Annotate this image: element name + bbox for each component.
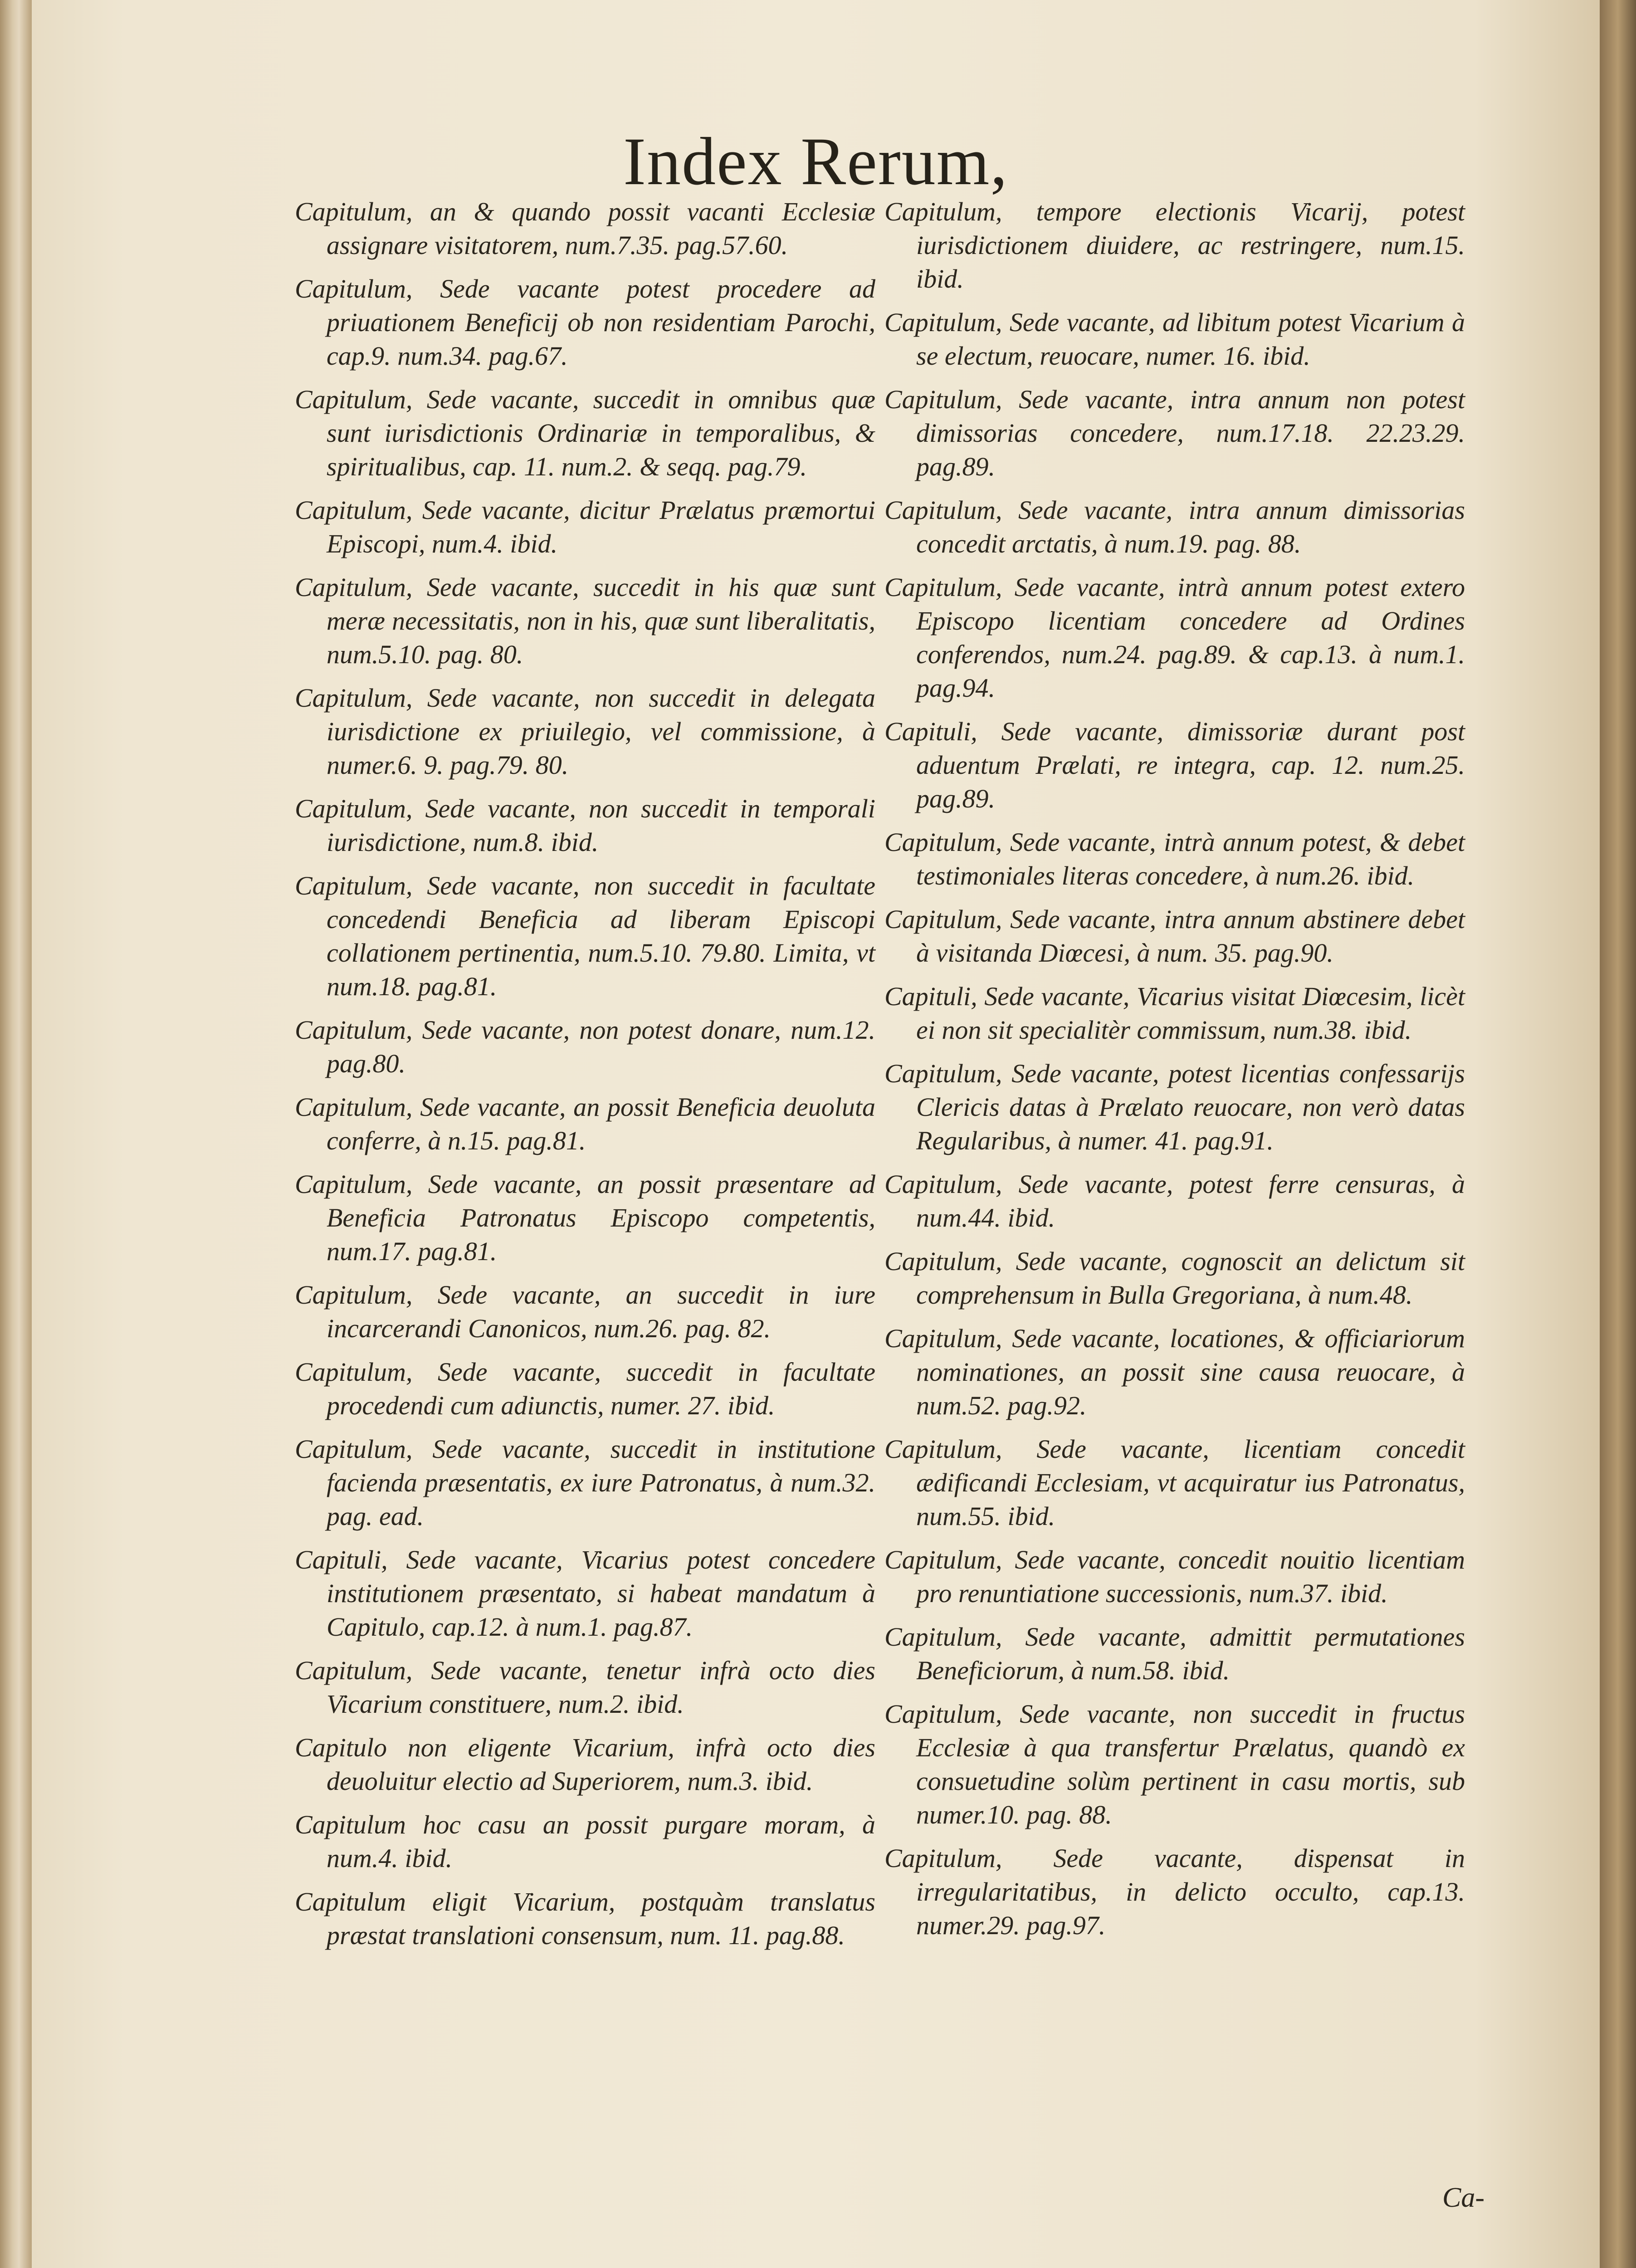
index-entry: Capitulum, Sede vacante, intrà annum potest, & debet testimoniales literas concedere, à num.26. ibid. — [884, 827, 1465, 890]
index-entry: Capitulum, Sede vacante, non succedit in fructus Ecclesiæ à qua transfertur Prælatus, quandò ex consuetudine solùm pertinent in casu mortis, sub numer.10. pag. 88. — [884, 1699, 1465, 1829]
right-page-edge — [1600, 0, 1636, 2268]
index-entry: Capitulum, Sede vacante, dispensat in irregularitatibus, in delicto occulto, cap.13. numer.29. pag.97. — [884, 1843, 1465, 1940]
left-index-column — [295, 195, 875, 1962]
index-entry: Capitulum, Sede vacante, succedit in institutione facienda præsentatis, ex iure Patronatus, à num.32. pag. ead. — [295, 1434, 875, 1531]
index-entry: Capitulum, Sede vacante, intra annum non potest dimissorias concedere, num.17.18. 22.23.29. pag.89. — [884, 385, 1465, 481]
index-entry: Capitulum, Sede vacante, licentiam concedit ædificandi Ecclesiam, vt acquiratur ius Patronatus, num.55. ibid. — [884, 1434, 1465, 1531]
index-entry: Capitulum, Sede vacante, cognoscit an delictum sit comprehensum in Bulla Gregoriana, à num.48. — [884, 1246, 1465, 1310]
book-page — [32, 0, 1600, 2268]
index-entry: Capitulum, Sede vacante, an succedit in iure incarcerandi Canonicos, num.26. pag. 82. — [295, 1280, 875, 1343]
index-entry: Capitulum, Sede vacante, intrà annum potest extero Episcopo licentiam concedere ad Ordines conferendos, num.24. pag.89. & cap.13. à num.1. pag.94. — [884, 572, 1465, 703]
index-entry: Capitulum, Sede vacante, intra annum abstinere debet à visitanda Diœcesi, à num. 35. pag.90. — [884, 904, 1465, 968]
index-entry: Capitulum, Sede vacante potest procedere ad priuationem Beneficij ob non residentiam Parochi, cap.9. num.34. pag.67. — [295, 274, 875, 371]
index-entry: Capitulum, Sede vacante, potest ferre censuras, à num.44. ibid. — [884, 1169, 1465, 1232]
index-entry: Capitulum, an & quando possit vacanti Ecclesiæ assignare visitatorem, num.7.35. pag.57.60. — [295, 197, 875, 260]
index-entry: Capituli, Sede vacante, Vicarius visitat Diœcesim, licèt ei non sit specialitèr commissum, num.38. ibid. — [884, 982, 1465, 1045]
index-entry: Capitulum, Sede vacante, an possit Beneficia deuoluta conferre, à n.15. pag.81. — [295, 1092, 875, 1155]
index-entry: Capitulum, Sede vacante, ad libitum potest Vicarium à se electum, reuocare, numer. 16. ibid. — [884, 308, 1465, 371]
catchword: Ca- — [1442, 2182, 1485, 2213]
index-entry: Capitulum, Sede vacante, dicitur Prælatus præmortui Episcopi, num.4. ibid. — [295, 495, 875, 558]
index-entry: Capitulum, Sede vacante, tenetur infrà octo dies Vicarium constituere, num.2. ibid. — [295, 1656, 875, 1719]
index-entry: Capitulum, Sede vacante, concedit nouitio licentiam pro renuntiatione successionis, num.37. ibid. — [884, 1545, 1465, 1608]
index-entry: Capitulum hoc casu an possit purgare moram, à num.4. ibid. — [295, 1810, 875, 1873]
index-entry: Capitulum, Sede vacante, non potest donare, num.12. pag.80. — [295, 1015, 875, 1078]
index-entry: Capitulum eligit Vicarium, postquàm translatus præstat translationi consensum, num. 11. pag.88. — [295, 1887, 875, 1950]
index-entry: Capituli, Sede vacante, Vicarius potest concedere institutionem præsentato, si habeat mandatum à Capitulo, cap.12. à num.1. pag.87. — [295, 1545, 875, 1642]
index-entry: Capitulum, tempore electionis Vicarij, potest iurisdictionem diuidere, ac restringere, num.15. ibid. — [884, 197, 1465, 293]
index-entry: Capitulum, Sede vacante, locationes, & officiariorum nominationes, an possit sine causa reuocare, à num.52. pag.92. — [884, 1324, 1465, 1420]
running-title: Index Rerum, — [623, 124, 1008, 199]
index-entry: Capitulum, Sede vacante, potest licentias confessarijs Clericis datas à Prælato reuocare, non verò datas Regularibus, à numer. 41. pag.91. — [884, 1059, 1465, 1155]
index-entry: Capitulum, Sede vacante, an possit præsentare ad Beneficia Patronatus Episcopo competentis, num.17. pag.81. — [295, 1169, 875, 1266]
index-entry: Capitulum, Sede vacante, non succedit in delegata iurisdictione ex priuilegio, vel commissione, à numer.6. 9. pag.79. 80. — [295, 683, 875, 780]
index-entry: Capitulum, Sede vacante, admittit permutationes Beneficiorum, à num.58. ibid. — [884, 1622, 1465, 1685]
index-entry: Capitulo non eligente Vicarium, infrà octo dies deuoluitur electio ad Superiorem, num.3. ibid. — [295, 1733, 875, 1796]
index-entry: Capitulum, Sede vacante, succedit in his quæ sunt meræ necessitatis, non in his, quæ sunt liberalitatis, num.5.10. pag. 80. — [295, 572, 875, 669]
index-entry: Capitulum, Sede vacante, non succedit in facultate concedendi Beneficia ad liberam Episcopi collationem pertinentia, num.5.10. 79.80. Limita, vt num.18. pag.81. — [295, 871, 875, 1001]
index-entry: Capitulum, Sede vacante, succedit in omnibus quæ sunt iurisdictionis Ordinariæ in temporalibus, & spiritualibus, cap. 11. num.2. & seqq. pag.79. — [295, 385, 875, 481]
left-page-edge — [0, 0, 32, 2268]
index-entry: Capitulum, Sede vacante, succedit in facultate procedendi cum adiunctis, numer. 27. ibid. — [295, 1357, 875, 1420]
index-entry: Capitulum, Sede vacante, non succedit in temporali iurisdictione, num.8. ibid. — [295, 794, 875, 857]
index-entry: Capitulum, Sede vacante, intra annum dimissorias concedit arctatis, à num.19. pag. 88. — [884, 495, 1465, 558]
index-entry: Capituli, Sede vacante, dimissoriæ durant post aduentum Prælati, re integra, cap. 12. num.25. pag.89. — [884, 717, 1465, 813]
right-index-column — [884, 195, 1465, 1952]
